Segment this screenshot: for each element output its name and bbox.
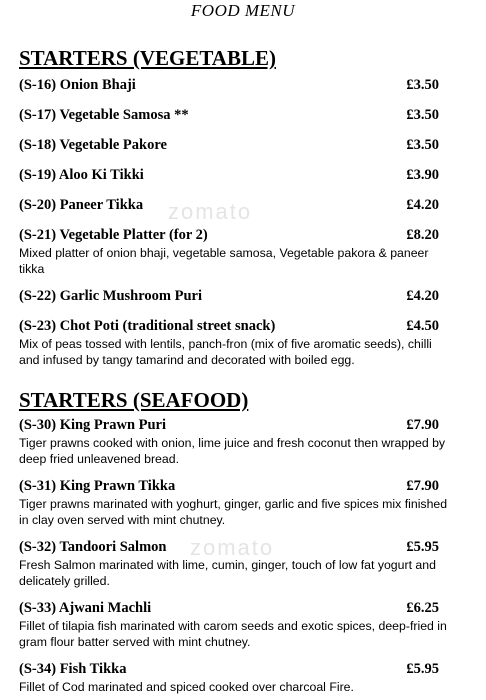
item-name: (S-17) Vegetable Samosa ** [19, 107, 189, 123]
menu-item [19, 316, 439, 368]
menu-item [19, 165, 439, 185]
menu-item [19, 659, 439, 695]
menu-item [19, 598, 447, 650]
watermark: zomato [168, 199, 253, 224]
item-price: £6.25 [406, 600, 439, 616]
menu-item [19, 225, 439, 277]
item-name: (S-23) Chot Poti (traditional street snack) [19, 318, 276, 334]
item-price: £3.50 [406, 107, 439, 123]
item-name: (S-34) Fish Tikka [19, 661, 127, 677]
item-price: £3.90 [406, 167, 439, 183]
menu-item [19, 75, 439, 95]
section-title-seafood: STARTERS (SEAFOOD) [19, 388, 249, 412]
page-title: FOOD MENU [190, 1, 296, 20]
item-name: (S-31) King Prawn Tikka [19, 478, 176, 494]
item-name: (S-30) King Prawn Puri [19, 417, 167, 433]
item-name: (S-18) Vegetable Pakore [19, 137, 167, 153]
item-name: (S-20) Paneer Tikka [19, 197, 144, 213]
menu-item [19, 105, 439, 125]
item-description: Fillet of tilapia fish marinated with carom seeds and exotic spices, deep-fried in gram flour batter served with mint chutney. [19, 619, 447, 649]
item-price: £7.90 [406, 478, 439, 494]
item-description: Tiger prawns cooked with onion, lime juice and fresh coconut then wrapped by deep fried unleavened bread. [19, 436, 446, 466]
item-name: (S-32) Tandoori Salmon [19, 539, 167, 555]
item-name: (S-22) Garlic Mushroom Puri [19, 288, 202, 304]
section-title-vegetable: STARTERS (VEGETABLE) [19, 46, 276, 70]
menu-item [19, 476, 448, 528]
item-description: Mixed platter of onion bhaji, vegetable samosa, Vegetable pakora & paneer tikka [19, 246, 429, 276]
item-price: £4.20 [406, 288, 439, 304]
item-price: £3.50 [406, 137, 439, 153]
item-price: £8.20 [406, 227, 439, 243]
menu-item [19, 286, 439, 306]
item-price: £4.20 [406, 197, 439, 213]
menu-item [19, 135, 439, 155]
item-name: (S-16) Onion Bhaji [19, 77, 136, 93]
menu-item [19, 415, 446, 467]
item-description: Fresh Salmon marinated with lime, cumin, ginger, touch of low fat yogurt and delicately grilled. [19, 558, 436, 588]
item-name: (S-33) Ajwani Machli [19, 600, 152, 616]
item-price: £5.95 [406, 539, 439, 555]
item-price: £3.50 [406, 77, 439, 93]
item-description: Fillet of Cod marinated and spiced cooked over charcoal Fire. [19, 680, 354, 694]
item-price: £5.95 [406, 661, 439, 677]
item-name: (S-19) Aloo Ki Tikki [19, 167, 144, 183]
item-price: £4.50 [406, 318, 439, 334]
item-name: (S-21) Vegetable Platter (for 2) [19, 227, 208, 243]
watermark: zomato [190, 535, 275, 560]
item-description: Mix of peas tossed with lentils, panch-fron (mix of five aromatic seeds), chilli and infused by tangy tamarind and decorated with boiled egg. [19, 337, 432, 367]
item-price: £7.90 [406, 417, 439, 433]
item-description: Tiger prawns marinated with yoghurt, ginger, garlic and five spices mix finished in clay oven served with mint chutney. [19, 497, 448, 527]
